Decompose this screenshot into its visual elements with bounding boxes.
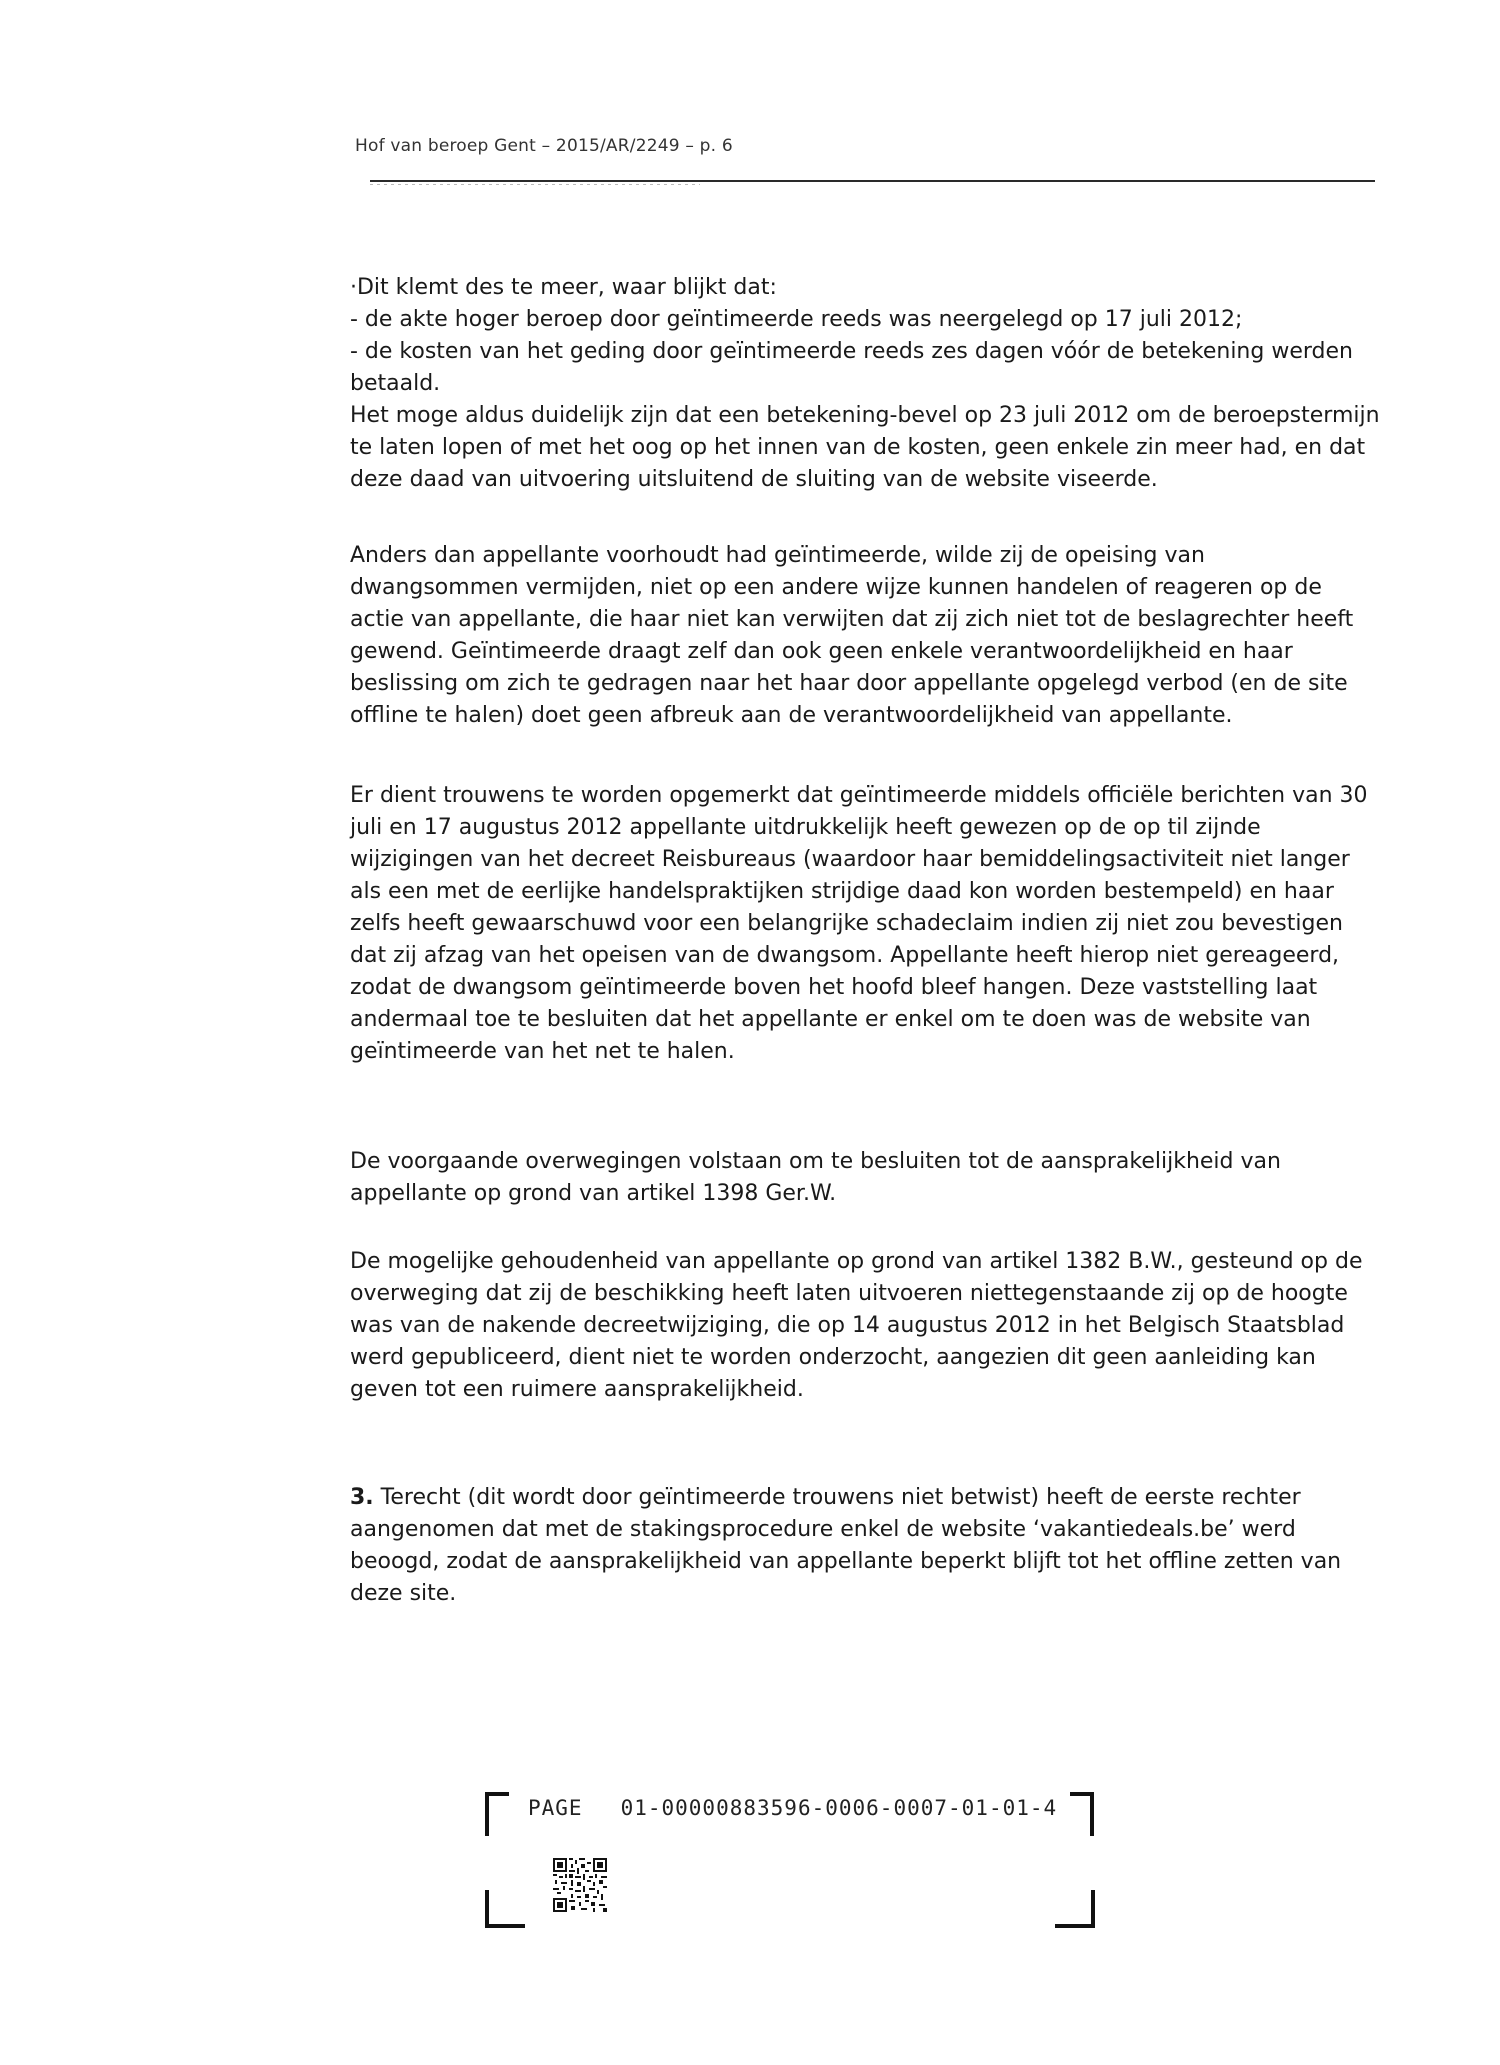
paragraph-2 <box>350 540 1380 732</box>
scan-corner-bottom-left <box>485 1890 525 1928</box>
text-line: deze daad van uitvoering uitsluitend de sluiting van de website viseerde. <box>350 467 1158 492</box>
text-line: aangenomen dat met de stakingsprocedure enkel de website ‘vakantiedeals.be’ werd <box>350 1517 1296 1542</box>
scan-page-label: PAGE <box>528 1796 583 1820</box>
text-line: dat zij afzag van het opeisen van de dwangsom. Appellante heeft hierop niet gereageerd, <box>350 943 1340 968</box>
paragraph-6 <box>350 1482 1380 1610</box>
header-rule-shadow <box>370 184 700 185</box>
text-line: deze site. <box>350 1581 457 1606</box>
text-line: - de kosten van het geding door geïntimeerde reeds zes dagen vóór de betekening werden <box>350 339 1353 364</box>
text-line-content: Terecht (dit wordt door geïntimeerde trouwens niet betwist) heeft de eerste rechter <box>380 1485 1301 1510</box>
text-line: gewend. Geïntimeerde draagt zelf dan ook geen enkele verantwoordelijkheid en haar <box>350 639 1293 664</box>
paragraph-1 <box>350 272 1380 496</box>
text-line: beoogd, zodat de aansprakelijkheid van appellante beperkt blijft tot het offline zetten van <box>350 1549 1342 1574</box>
text-line: dwangsommen vermijden, niet op een andere wijze kunnen handelen of reageren op de <box>350 575 1322 600</box>
text-line: beslissing om zich te gedragen naar het haar door appellante opgelegd verbod (en de site <box>350 671 1348 696</box>
text-line: geïntimeerde van het net te halen. <box>350 1039 735 1064</box>
text-line: was van de nakende decreetwijziging, die op 14 augustus 2012 in het Belgisch Staatsblad <box>350 1313 1345 1338</box>
text-line: appellante op grond van artikel 1398 Ger.W. <box>350 1181 837 1206</box>
text-line: geven tot een ruimere aansprakelijkheid. <box>350 1377 804 1402</box>
scan-page-code <box>528 1796 1057 1820</box>
text-line: wijzigingen van het decreet Reisbureaus (waardoor haar bemiddelingsactiviteit niet langer <box>350 847 1350 872</box>
text-line: als een met de eerlijke handelspraktijken strijdige daad kon worden bestempeld) en haar <box>350 879 1334 904</box>
scan-corner-bottom-right <box>1055 1890 1095 1928</box>
text-line: actie van appellante, die haar niet kan verwijten dat zij zich niet tot de beslagrechter heeft <box>350 607 1354 632</box>
paragraph-3 <box>350 780 1380 1068</box>
text-line: werd gepubliceerd, dient niet te worden onderzocht, aangezien dit geen aanleiding kan <box>350 1345 1316 1370</box>
text-line <box>350 1482 1380 1514</box>
text-line: Het moge aldus duidelijk zijn dat een betekening-bevel op 23 juli 2012 om de beroepstermijn <box>350 403 1380 428</box>
text-line: overweging dat zij de beschikking heeft laten uitvoeren niettegenstaande zij op de hoogte <box>350 1281 1348 1306</box>
scan-corner-top-right <box>1070 1792 1094 1836</box>
text-line: zodat de dwangsom geïntimeerde boven het hoofd bleef hangen. Deze vaststelling laat <box>350 975 1318 1000</box>
header-rule <box>370 180 1375 182</box>
scan-corner-top-left <box>485 1792 509 1836</box>
text-line: juli en 17 augustus 2012 appellante uitdrukkelijk heeft gewezen op de op til zijnde <box>350 815 1261 840</box>
text-line: zelfs heeft gewaarschuwd voor een belangrijke schadeclaim indien zij niet zou bevestigen <box>350 911 1343 936</box>
qr-code-icon <box>553 1858 607 1912</box>
scan-page-number: 01-00000883596-0006-0007-01-01-4 <box>620 1796 1058 1820</box>
text-line: - de akte hoger beroep door geïntimeerde reeds was neergelegd op 17 juli 2012; <box>350 307 1243 332</box>
text-line: De voorgaande overwegingen volstaan om te besluiten tot de aansprakelijkheid van <box>350 1149 1281 1174</box>
text-line: De mogelijke gehoudenheid van appellante op grond van artikel 1382 B.W., gesteund op de <box>350 1249 1363 1274</box>
paragraph-4 <box>350 1146 1380 1210</box>
text-line: Anders dan appellante voorhoudt had geïntimeerde, wilde zij de opeising van <box>350 543 1205 568</box>
running-head: Hof van beroep Gent – 2015/AR/2249 – p. 6 <box>355 136 733 156</box>
text-line: ·Dit klemt des te meer, waar blijkt dat: <box>350 275 777 300</box>
text-line: te laten lopen of met het oog op het innen van de kosten, geen enkele zin meer had, en dat <box>350 435 1366 460</box>
text-line: Er dient trouwens te worden opgemerkt dat geïntimeerde middels officiële berichten van 30 <box>350 783 1368 808</box>
text-line: offline te halen) doet geen afbreuk aan de verantwoordelijkheid van appellante. <box>350 703 1233 728</box>
text-line: andermaal toe te besluiten dat het appellante er enkel om te doen was de website van <box>350 1007 1311 1032</box>
paragraph-5 <box>350 1246 1380 1406</box>
section-number: 3. <box>350 1485 374 1510</box>
text-line: betaald. <box>350 371 441 396</box>
